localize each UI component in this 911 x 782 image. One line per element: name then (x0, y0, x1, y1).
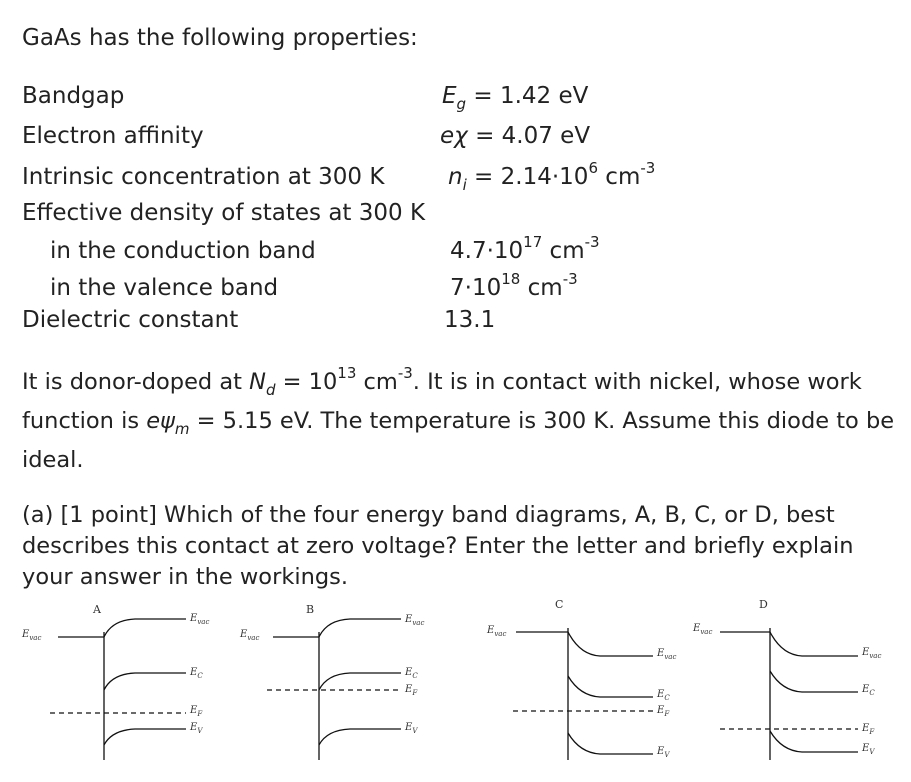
band-label: $E_F$ (190, 705, 203, 718)
property-label: Intrinsic concentration at 300 K (22, 164, 385, 190)
band-label: $E_{vac}$ (487, 625, 507, 638)
band-label: $E_{vac}$ (22, 629, 42, 642)
property-label: Bandgap (22, 83, 125, 109)
band-label: $E_V$ (862, 743, 875, 756)
band-label: $E_F$ (657, 705, 670, 718)
intro-text: GaAs has the following properties: (22, 25, 418, 51)
property-label: Electron affinity (22, 123, 204, 149)
diagram-a (50, 619, 186, 760)
diagram-c (513, 628, 653, 760)
diagram-letter: D (759, 598, 768, 611)
band-label: $E_V$ (405, 722, 418, 735)
band-label: $E_V$ (190, 722, 203, 735)
doping-paragraph: It is donor-doped at $N_d = 10^{13}$ $cm^{-3}$. It is in contact with nickel, whose work function is $e\psi_m = 5.15$ eV. The temperature is 300 K. Assume this diode to be ideal. (22, 364, 895, 473)
property-label: in the valence band (50, 275, 279, 301)
property-value: $4.7\cdot 10^{17}$ $cm^{-3}$ (450, 233, 600, 264)
band-label: $E_{vac}$ (240, 629, 260, 642)
property-value: $7\cdot 10^{18}$ $cm^{-3}$ (450, 270, 578, 301)
band-label: $E_C$ (405, 667, 418, 680)
property-value: $n_i = 2.14\cdot 10^6$ $cm^{-3}$ (448, 159, 656, 194)
diagram-letter: C (555, 598, 564, 611)
band-label: $E_{vac}$ (190, 613, 210, 626)
band-label: $E_{vac}$ (693, 623, 713, 636)
diagram-letter: B (306, 603, 315, 616)
property-value: $E_g = 1.42$ eV (442, 83, 589, 113)
property-label: in the conduction band (50, 238, 316, 264)
diagram-b (267, 619, 402, 760)
band-label: $E_{vac}$ (862, 647, 882, 660)
question-a: (a) [1 point] Which of the four energy band diagrams, A, B, C, or D, best describes this contact at zero voltage? Enter the letter and briefly explain your answer in the workings. (22, 502, 854, 590)
band-label: $E_V$ (657, 746, 670, 759)
band-label: $E_F$ (405, 684, 418, 697)
band-label: $E_C$ (862, 684, 875, 697)
diagram-d (720, 628, 858, 760)
property-label: Dielectric constant (22, 307, 239, 333)
band-label: $E_{vac}$ (405, 614, 425, 627)
band-label: $E_F$ (862, 723, 875, 736)
property-value: 13.1 (444, 307, 496, 333)
diagram-letter: A (93, 603, 101, 616)
property-value: eχ = 4.07 eV (440, 123, 591, 149)
band-label: $E_C$ (657, 689, 670, 702)
band-label: $E_{vac}$ (657, 648, 677, 661)
property-label: Effective density of states at 300 K (22, 200, 426, 226)
band-label: $E_C$ (190, 667, 203, 680)
